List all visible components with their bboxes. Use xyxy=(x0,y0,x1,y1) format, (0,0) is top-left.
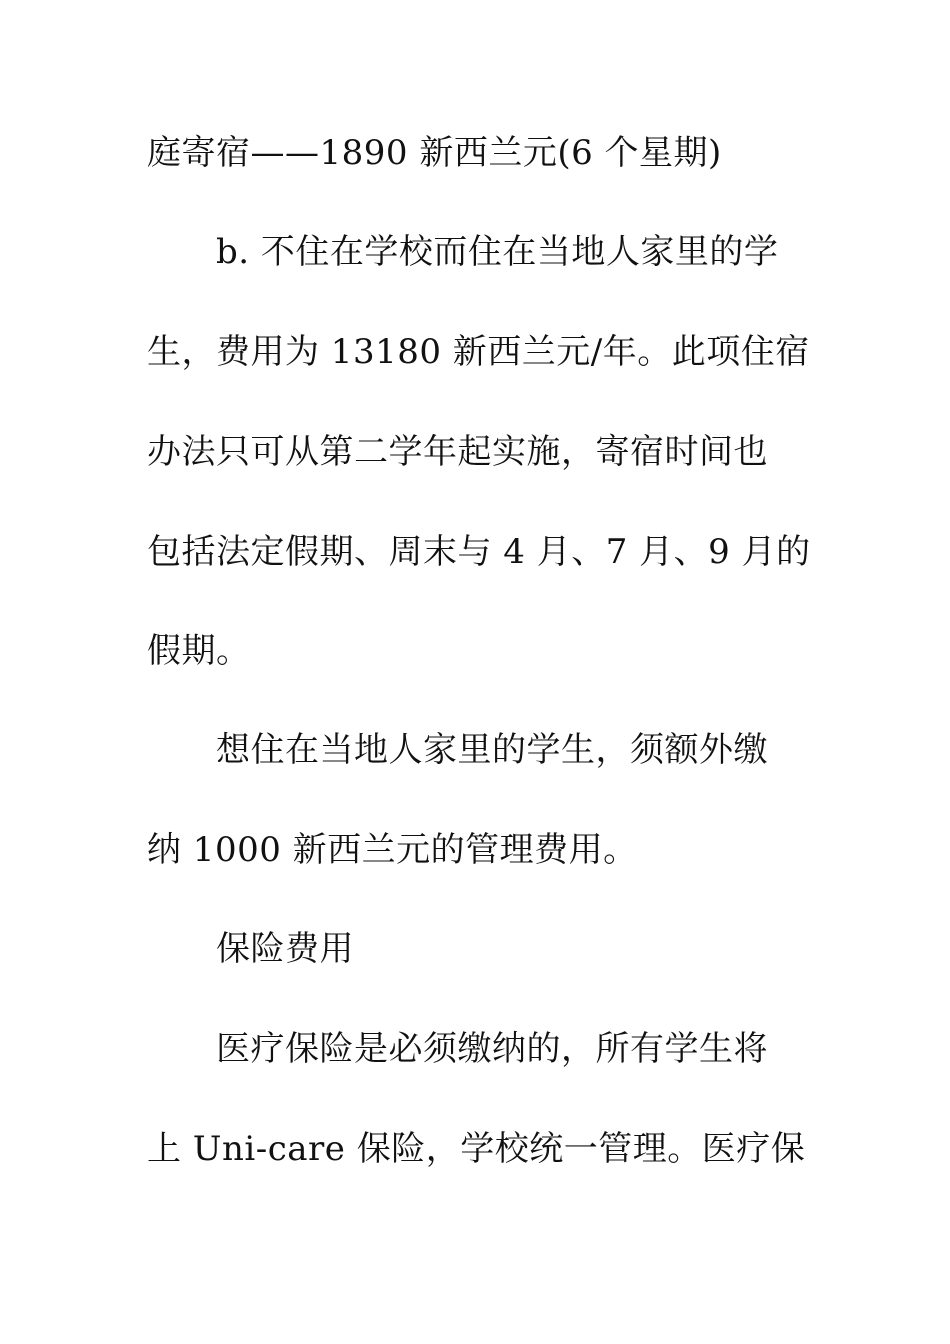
text-line: 生，费用为 13180 新西兰元/年。此项住宿 xyxy=(147,332,810,372)
text-line: 医疗保险是必须缴纳的，所有学生将 xyxy=(216,1029,768,1069)
text-line: 假期。 xyxy=(147,631,251,671)
text-line: 包括法定假期、周末与 4 月、7 月、9 月的 xyxy=(147,532,811,572)
text-line: b. 不住在学校而住在当地人家里的学 xyxy=(216,232,779,272)
text-line: 上 Uni-care 保险，学校统一管理。医疗保 xyxy=(147,1129,806,1169)
section-heading: 保险费用 xyxy=(216,929,354,969)
text-line: 纳 1000 新西兰元的管理费用。 xyxy=(147,830,638,870)
text-line: 想住在当地人家里的学生，须额外缴 xyxy=(216,730,768,770)
text-line: 办法只可从第二学年起实施，寄宿时间也 xyxy=(147,432,768,472)
text-line: 庭寄宿——1890 新西兰元(6 个星期) xyxy=(147,133,722,173)
